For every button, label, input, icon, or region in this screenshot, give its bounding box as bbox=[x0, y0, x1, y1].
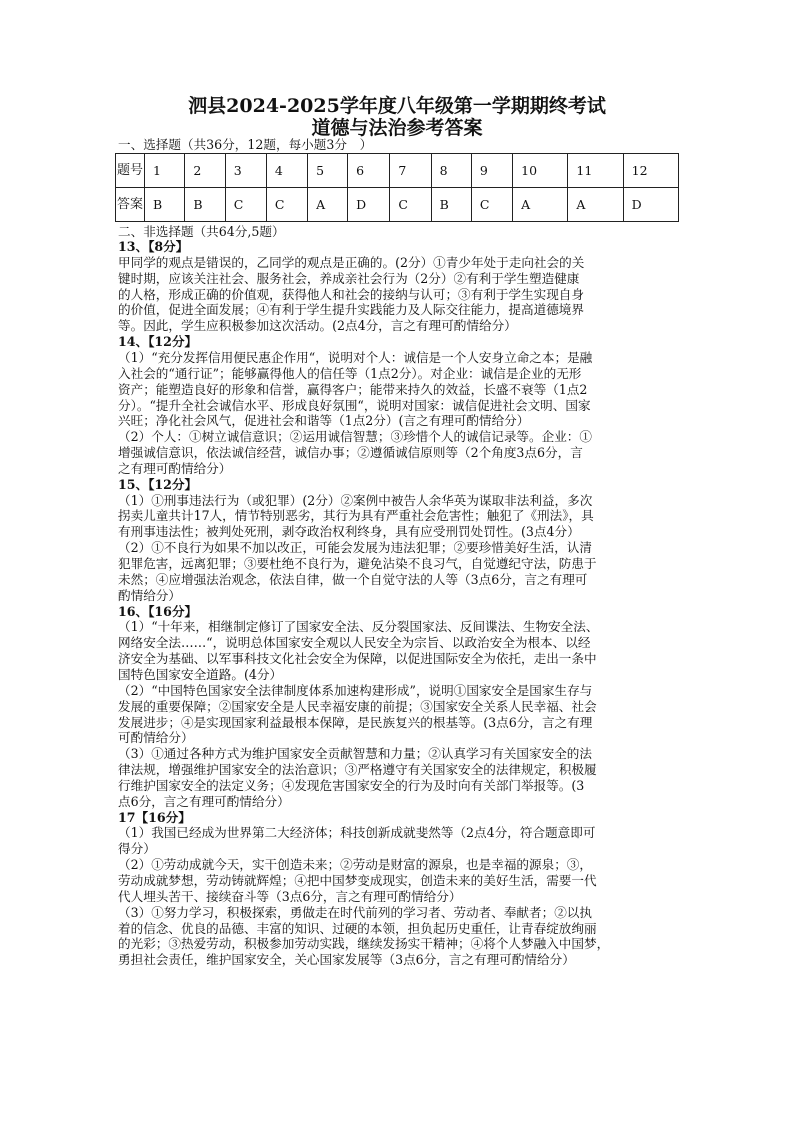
answer-line: 的人格，形成正确的价值观，获得他人和社会的接纳与认可；③有利于学生实现自身 bbox=[118, 286, 584, 302]
answer-line: 代人埋头苦干、接续奋斗等（3点6分，言之有理可酌情给分） bbox=[118, 888, 462, 904]
answer-line: 发展的重要保障；②国家安全是人民幸福安康的前提；③国家安全关系人民幸福、社会 bbox=[118, 698, 597, 714]
answer-line: （1）“十年来，相继制定修订了国家安全法、反分裂国家法、反间谍法、生物安全法、 bbox=[118, 619, 599, 635]
answer-line: 犯罪危害，远离犯罪；③要杜绝不良行为，避免沾染不良习气，自觉遵纪守法，防患于 bbox=[118, 556, 597, 571]
answer-line: 之有理可酌情给分） bbox=[118, 460, 232, 476]
answer-line: 资产；能塑造良好的形象和信誉，赢得客户；能带来持久的效益，长盛不衰等（1点2 bbox=[118, 381, 588, 397]
row-head-number: 题号 bbox=[116, 154, 145, 188]
row-head-answer: 答案 bbox=[116, 188, 145, 222]
answer-line: 发展进步；④是实现国家利益最根本保障，是民族复兴的根基等。(3点6分，言之有理 bbox=[118, 714, 593, 730]
answer-line: 济安全为基础、以军事科技文化社会安全为保障，以促进国际安全为依托，走出一条中 bbox=[118, 651, 597, 667]
table-cell: A bbox=[568, 188, 623, 222]
answer-line: 网络安全法……“，说明总体国家安全观以人民安全为宗旨、以政治安全为根本、以经 bbox=[118, 635, 591, 651]
answer-line: 行维护国家安全的法定义务；④发现危害国家安全的行为及时向有关部门举报等。(3 bbox=[118, 777, 585, 793]
table-cell: 9 bbox=[471, 154, 512, 188]
answer-line: 可酌情给分） bbox=[118, 730, 194, 746]
answer-line: （3）①通过各种方式为维护国家安全贡献智慧和力量；②认真学习有关国家安全的法 bbox=[118, 746, 592, 762]
answer-line: 未然；④应增强法治观念，依法自律，做一个自觉守法的人等（3点6分，言之有理可 bbox=[118, 571, 588, 587]
exam-subtitle: 道德与法治参考答案 bbox=[311, 117, 483, 139]
table-cell: 2 bbox=[185, 154, 225, 188]
table-row-answers bbox=[116, 188, 679, 222]
answer-line: 国特色国家安全道路。(4分） bbox=[118, 667, 283, 682]
answer-line: 酌情给分） bbox=[118, 587, 181, 603]
answer-line: 甲同学的观点是错误的，乙同学的观点是正确的。(2分）①青少年处于走向社会的关 bbox=[118, 254, 585, 270]
answer-line: （1）“充分发挥信用便民惠企作用“，说明对个人：诚信是一个人安身立命之本；是融 bbox=[118, 349, 593, 365]
answer-line: 的价值，促进全面发展；④有利于学生提升实践能力及人际交往能力，提高道德境界 bbox=[118, 302, 584, 318]
answer-line: 分）。“提升全社会诚信水平、形成良好氛围“，说明对国家：诚信促进社会文明、国家 bbox=[118, 397, 591, 413]
table-row-numbers bbox=[116, 154, 679, 188]
answer-table bbox=[115, 153, 679, 222]
table-cell: C bbox=[390, 188, 431, 222]
answer-line: （3）①努力学习，积极探索，勇做走在时代前列的学习者、劳动者、奉献者；②以执 bbox=[118, 904, 592, 920]
table-cell: 1 bbox=[145, 154, 185, 188]
answer-line: （1）我国已经成为世界第二大经济体；科技创新成就斐然等（2点4分，符合题意即可 bbox=[118, 825, 596, 841]
answer-line: （2）“中国特色国家安全法律制度体系加速构建形成”，说明①国家安全是国家生存与 bbox=[118, 682, 593, 698]
answer-line: （2）①劳动成就今天，实干创造未来；②劳动是财富的源泉，也是幸福的源泉；③， bbox=[118, 857, 592, 873]
table-cell: 10 bbox=[513, 154, 568, 188]
answer-line: 兴旺；净化社会风气，促进社会和谐等（1点2分）(言之有理可酌情给分） bbox=[118, 413, 530, 429]
table-cell: A bbox=[513, 188, 568, 222]
answer-line: 得分） bbox=[118, 841, 156, 857]
answer-line: （1）①刑事违法行为（或犯罪）(2分）②案例中被告人余华英为谋取非法利益，多次 bbox=[118, 492, 593, 508]
section1-heading: 一、选择题（共36分，12题，每小题3分 ） bbox=[118, 137, 373, 152]
answer-line: 等。因此，学生应积极参加这次活动。(2点4分，言之有理可酌情给分） bbox=[118, 318, 517, 334]
question-heading: 16、【16分】 bbox=[118, 603, 198, 619]
answer-line: 键时期，应该关注社会、服务社会，养成亲社会行为（2分）②有利于学生塑造健康 bbox=[118, 270, 580, 286]
table-cell: C bbox=[471, 188, 512, 222]
table-cell: 12 bbox=[623, 154, 678, 188]
section2-heading: 二、非选择题（共64分,5题） bbox=[118, 224, 285, 239]
table-cell: C bbox=[266, 188, 307, 222]
table-cell: 7 bbox=[390, 154, 431, 188]
answer-line: 着的信念、优良的品德、丰富的知识、过硬的本领，担负起历史重任，让青春绽放绚丽 bbox=[118, 920, 597, 936]
table-cell: 8 bbox=[431, 154, 471, 188]
table-cell: C bbox=[225, 188, 266, 222]
answer-line: （2）①不良行为如果不加以改正，可能会发展为违法犯罪；②要珍惜美好生活，认清 bbox=[118, 540, 592, 556]
table-cell: B bbox=[431, 188, 471, 222]
answer-line: 入社会的“通行证”；能够赢得他人的信任等（1点2分）。对企业：诚信是企业的无形 bbox=[118, 365, 582, 381]
answer-line: （2）个人：①树立诚信意识；②运用诚信智慧；③珍惜个人的诚信记录等。企业：① bbox=[118, 429, 592, 445]
exam-title: 泗县2024-2025学年度八年级第一学期期终考试 bbox=[188, 95, 606, 117]
question-heading: 13、【8分】 bbox=[118, 239, 189, 254]
table-cell: A bbox=[308, 188, 348, 222]
question-heading: 17【16分】 bbox=[118, 809, 191, 825]
table-cell: 11 bbox=[568, 154, 623, 188]
answer-line: 点6分，言之有理可酌情给分） bbox=[118, 793, 290, 809]
table-cell: 5 bbox=[308, 154, 348, 188]
table-cell: B bbox=[185, 188, 225, 222]
table-cell: B bbox=[145, 188, 185, 222]
table-cell: D bbox=[348, 188, 390, 222]
answer-line: 勇担社会责任，维护国家安全，关心国家发展等（3点6分，言之有理可酌情给分） bbox=[118, 952, 575, 968]
answer-line: 拐卖儿童共计17人，情节特别恶劣，其行为具有严重社会危害性；触犯了《刑法》，具 bbox=[118, 508, 594, 524]
table-cell: 3 bbox=[225, 154, 266, 188]
answer-line: 的光彩；③热爱劳动，积极参加劳动实践，继续发扬实干精神；④将个人梦融入中国梦， bbox=[118, 936, 610, 952]
answer-line: 劳动成就梦想，劳动铸就辉煌；④把中国梦变成现实，创造未来的美好生活，需要一代 bbox=[118, 873, 597, 888]
table-cell: 4 bbox=[266, 154, 307, 188]
table-cell: D bbox=[623, 188, 678, 222]
question-heading: 14、【12分】 bbox=[118, 334, 198, 350]
answer-line: 律法规，增强维护国家安全的法治意识；③严格遵守有关国家安全的法律规定，积极履 bbox=[118, 762, 597, 777]
answer-line: 增强诚信意识，依法诚信经营，诚信办事；②遵循诚信原则等（2个角度3点6分，言 bbox=[118, 445, 583, 460]
answer-line: 有刑事违法性；被判处死刑，剥夺政治权利终身，具有应受刑罚处罚性。(3点4分） bbox=[118, 524, 580, 540]
question-heading: 15、【12分】 bbox=[118, 476, 198, 492]
table-cell: 6 bbox=[348, 154, 390, 188]
